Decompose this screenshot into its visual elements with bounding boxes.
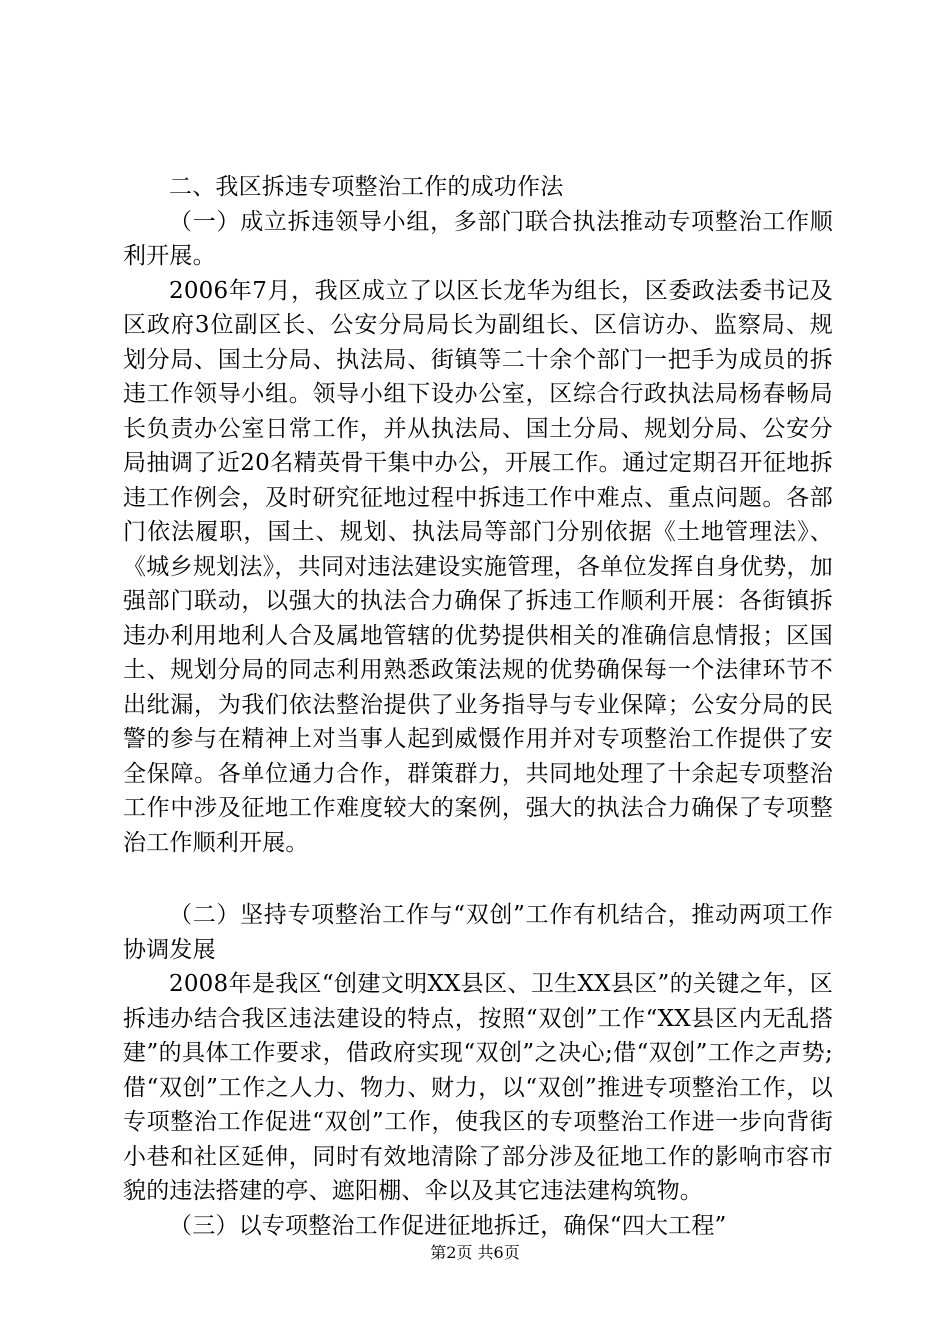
subheading-2: （二）坚持专项整治工作与“双创”工作有机结合，推动两项工作协调发展	[123, 902, 833, 963]
section-heading: 二、我区拆违专项整治工作的成功作法	[169, 174, 564, 200]
paragraph-2: 2008年是我区“创建文明XX县区、卫生XX县区”的关键之年，区拆违办结合我区违法建设的特点，按照“双创”工作“XX县区内无乱搭建”的具体工作要求，借政府实现“双创”之决心;借“双创”工作之声势;借“双创”工作之人力、物力、财力，以“双创”推进专项整治工作，以专项整治工作促进“双创”工作，使我区的专项整治工作进一步向背街小巷和社区延伸，同时有效地清除了部分涉及征地工作的影响市容市貌的违法搭建的亭、遮阳棚、伞以及其它违法建构筑物。	[123, 971, 833, 1204]
subheading-1: （一）成立拆违领导小组，多部门联合执法推动专项整治工作顺利开展。	[123, 208, 833, 269]
paragraph-1: 2006年7月，我区成立了以区长龙华为组长，区委政法委书记及区政府3位副区长、公安分局局长为副组长、区信访办、监察局、规划分局、国土分局、执法局、街镇等二十余个部门一把手为成员的拆违工作领导小组。领导小组下设办公室，区综合行政执法局杨春畅局长负责办公室日常工作，并从执法局、国土分局、规划分局、公安分局抽调了近20名精英骨干集中办公，开展工作。通过定期召开征地拆违工作例会，及时研究征地过程中拆违工作中难点、重点问题。各部门依法履职，国土、规划、执法局等部门分别依据《土地管理法》、《城乡规划法》，共同对违法建设实施管理，各单位发挥自身优势，加强部门联动，以强大的执法合力确保了拆违工作顺利开展：各街镇拆违办利用地利人合及属地管辖的优势提供相关的准确信息情报；区国土、规划分局的同志利用熟悉政策法规的优势确保每一个法律环节不出纰漏，为我们依法整治提供了业务指导与专业保障；公安分局的民警的参与在精神上对当事人起到威慑作用并对专项整治工作提供了安全保障。各单位通力合作，群策群力，共同地处理了十余起专项整治工作中涉及征地工作难度较大的案例，强大的执法合力确保了专项整治工作顺利开展。	[123, 277, 833, 856]
page-footer: 第2页 共6页	[430, 1243, 520, 1262]
document-body	[123, 170, 833, 1243]
paragraph-spacer	[123, 860, 833, 898]
subheading-3: （三）以专项整治工作促进征地拆迁，确保“四大工程”	[169, 1212, 727, 1239]
